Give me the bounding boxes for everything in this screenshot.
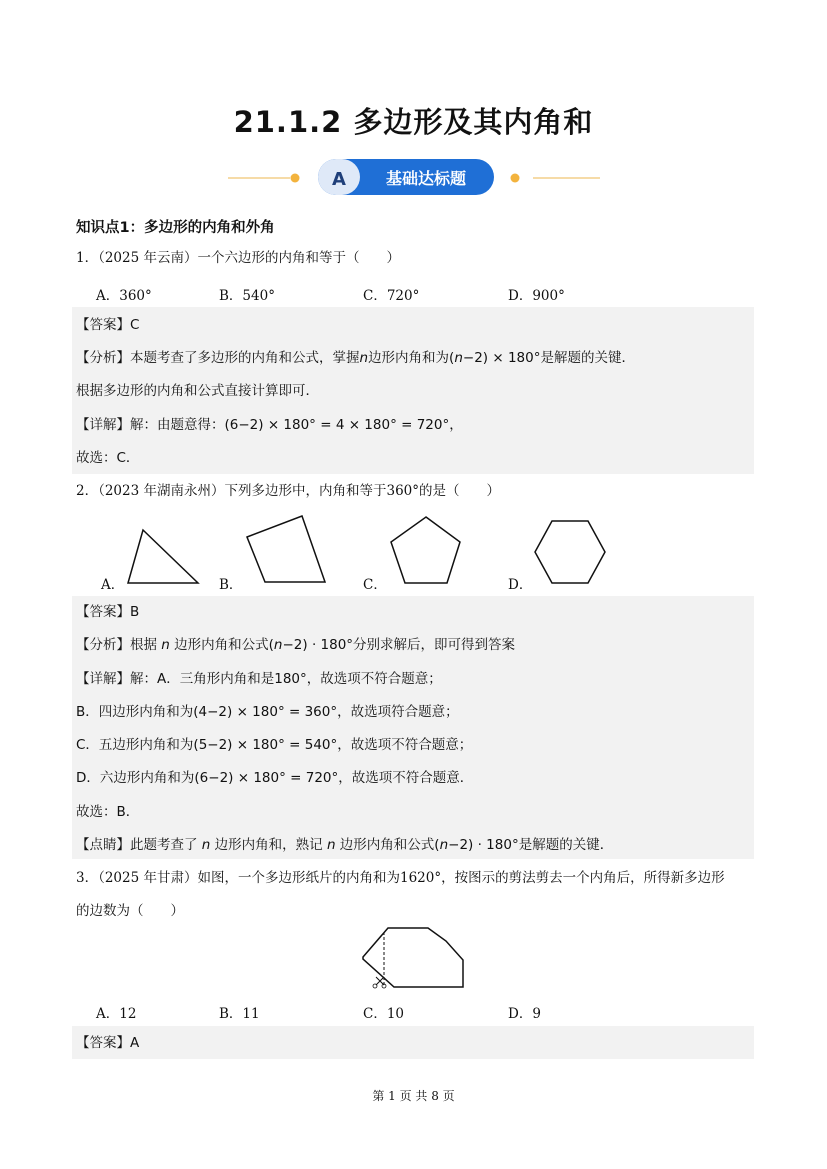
q3-option-d: D．9 [508,1006,541,1022]
q1-option-a: A．360° [96,288,152,304]
q1-analysis: 【分析】本题考查了多边形的内角和公式，掌握n边形内角和为(n−2) × 180°是解题的关键． [76,350,635,366]
hexagon-figure [532,518,610,586]
q2-option-a: A． [101,577,125,593]
q3-option-b: B．11 [219,1006,260,1022]
q1-choose: 故选：C． [76,450,140,466]
q1-answer: 【答案】C [76,317,140,333]
q3-option-a: A．12 [96,1006,137,1022]
q2-detail-d: D．六边形内角和为(6−2) × 180° = 720°，故选项不符合题意． [76,770,474,786]
q2-choose: 故选：B． [76,804,140,820]
badge-text: 基础达标题 [385,169,467,188]
q2-point: 【点睛】此题考查了 n 边形内角和，熟记 n 边形内角和公式(n−2) · 180°是解题的关键． [76,837,614,853]
q1-detail: 【详解】解：由题意得：(6−2) × 180° = 4 × 180° = 720°， [76,417,463,433]
q2-stem: 2．（2023 年湖南永州）下列多边形中，内角和等于360°的是（ ） [76,483,501,499]
q2-option-d: D． [508,577,533,593]
q2-detail-c: C．五边形内角和为(5−2) × 180° = 540°，故选项不符合题意； [76,737,473,753]
q2-answer: 【答案】B [76,604,140,620]
q1-stem: 1．（2025 年云南）一个六边形的内角和等于（ ） [76,250,400,266]
q3-option-c: C．10 [363,1006,405,1022]
q2-option-b: B． [219,577,243,593]
q1-analysis-2: 根据多边形的内角和公式直接计算即可． [76,383,319,399]
q2-option-c: C． [363,577,387,593]
q3-answer: 【答案】A [76,1035,140,1051]
quadrilateral-figure [243,512,331,588]
q3-stem-line1: 3．（2025 年甘肃）如图，一个多边形纸片的内角和为1620°，按图示的剪法剪去一个内角后，所得新多边形 [76,870,725,886]
q3-answer-box [72,1026,754,1059]
q1-option-d: D．900° [508,288,565,304]
q1-option-c: C．720° [363,288,420,304]
pentagon-figure [388,514,464,586]
q1-option-b: B．540° [219,288,275,304]
badge-letter: A [332,169,346,190]
q3-stem-line2: 的边数为（ ） [76,903,184,919]
section-heading: 知识点1：多边形的内角和外角 [76,220,275,236]
q2-analysis: 【分析】根据 n 边形内角和公式(n−2) · 180°分别求解后，即可得到答案 [76,637,516,653]
polygon-cut-figure [360,925,468,991]
q2-detail-a: 【详解】解：A．三角形内角和是180°，故选项不符合题意； [76,671,442,687]
section-banner [228,155,600,197]
triangle-figure [126,526,202,586]
q2-detail-b: B．四边形内角和为(4−2) × 180° = 360°，故选项符合题意； [76,704,459,720]
page-title: 21.1.2 多边形及其内角和 [233,105,594,139]
page-footer: 第 1 页 共 8 页 [372,1089,455,1103]
